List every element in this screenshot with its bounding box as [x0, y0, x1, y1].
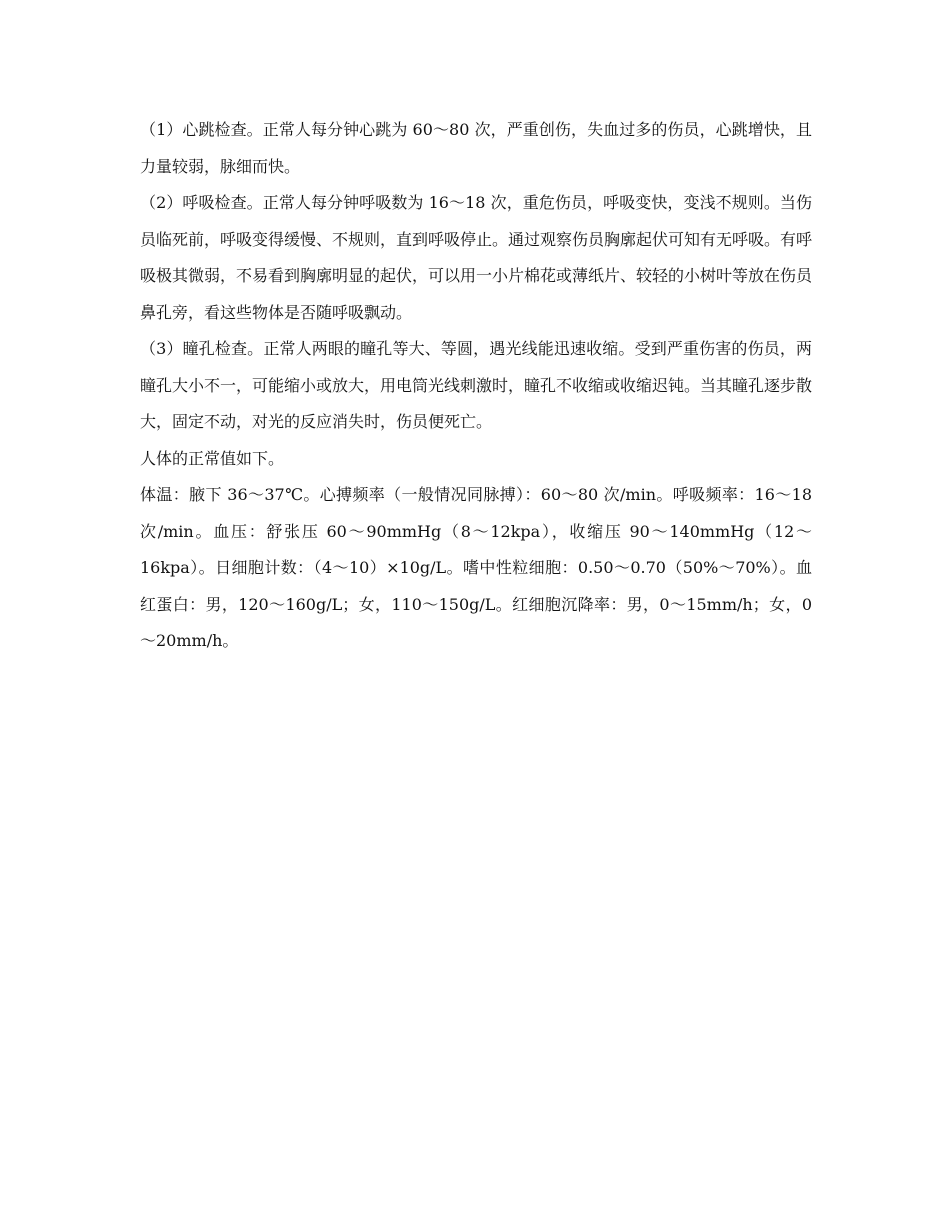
paragraph-heartbeat-check: （1）心跳检查。正常人每分钟心跳为 60～80 次，严重创伤，失血过多的伤员，心跳增快，且力量较弱，脉细而快。 — [140, 120, 812, 176]
paragraph-normal-values: 体温：腋下 36～37℃。心搏频率（一般情况同脉搏）：60～80 次/min。呼吸频率：16～18 次/min。血压：舒张压 60～90mmHg（8～12kpa），收缩压 90～140mmHg（12～16kpa）。日细胞计数：（4～10）×10g/L。嗜中性粒细胞：0.50～0.70（50%～70%）。血红蛋白：男，120～160g/L；女，110～150g/L。红细胞沉降率：男，0～15mm/h；女，0～20mm/h。 — [140, 485, 812, 650]
paragraph-normal-values-intro: 人体的正常值如下。 — [140, 448, 285, 468]
paragraph-pupil-check: （3）瞳孔检查。正常人两眼的瞳孔等大、等圆，遇光线能迅速收缩。受到严重伤害的伤员，两瞳孔大小不一，可能缩小或放大，用电筒光线刺激时，瞳孔不收缩或收缩迟钝。当其瞳孔逐步散大，固定不动，对光的反应消失时，伤员便死亡。 — [140, 339, 813, 431]
paragraph-breathing-check: （2）呼吸检查。正常人每分钟呼吸数为 16～18 次，重危伤员，呼吸变快，变浅不规则。当伤员临死前，呼吸变得缓慢、不规则，直到呼吸停止。通过观察伤员胸廓起伏可知有无呼吸。有呼吸极其微弱，不易看到胸廓明显的起伏，可以用一小片棉花或薄纸片、较轻的小树叶等放在伤员鼻孔旁，看这些物体是否随呼吸飘动。 — [140, 193, 813, 322]
document-body — [140, 112, 812, 660]
